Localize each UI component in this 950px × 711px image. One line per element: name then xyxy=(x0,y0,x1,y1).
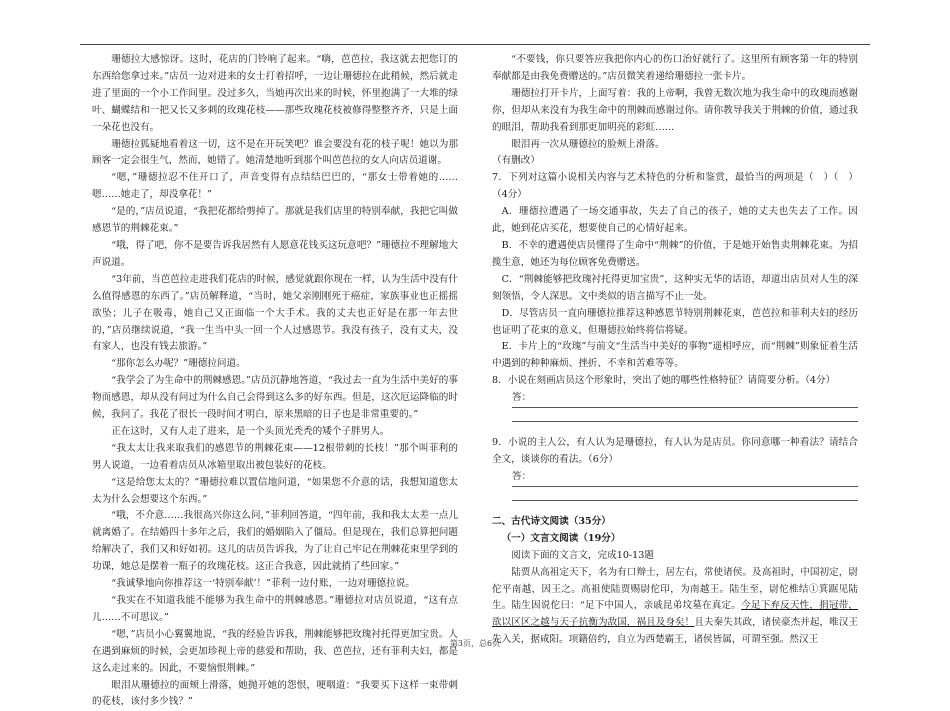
story-left-column xyxy=(92,52,458,711)
option-d: D．尽管店员一直向珊德拉推荐这种感恩节特别荆棘花束，芭芭拉和菲利夫妇的经历也证明了花束的意义，但珊德拉始终将信将疑。 xyxy=(492,307,858,336)
story-paragraph: “我太太让我来取我们的感恩节的荆棘花束——12根带刺的长枝！”那个叫菲利的男人说道，一边看着店员从冰箱里取出被包装好的花枝。 xyxy=(92,442,458,471)
story-paragraph: “哦，得了吧，你不是要告诉我居然有人愿意花钱买这玩意吧？”珊德拉不理解地大声说道。 xyxy=(92,239,458,268)
source-note: （有删改） xyxy=(492,155,540,167)
story-paragraph: 珊德拉打开卡片，上面写着：我的上帝啊，我曾无数次地为我生命中的玫瑰而感谢你，但却从来没有为我生命中的荆棘而感谢过你。请你教导我关于荆棘的价值，通过我的眼泪，帮助我看到那更加明亮的彩虹…… xyxy=(492,87,858,133)
answer-line[interactable] xyxy=(512,421,858,422)
questions-right-column xyxy=(492,52,858,649)
story-paragraph: “我学会了为生命中的荆棘感恩。”店员沉静地答道，“我过去一直为生活中美好的事物而感恩，却从没有问过为什么自己会得到这么多的好东西。但是，这次厄运降临的时候，我问了。我花了很长一段时间才明白，原来黑暗的日子也是非常重要的。” xyxy=(92,375,458,421)
option-e: E．卡片上的“玫瑰”与前文“生活当中美好的事物”遥相呼应，而“荆棘”则象征着生活中遇到的种种麻烦、挫折、不幸和苦难等等。 xyxy=(492,341,858,370)
classical-text-part: 且夫秦失其政，诸侯豪杰并起，唯汉王先入关，据咸阳。项籍倍约，自立为西楚霸王，诸侯皆属，可谓至强。然汉王 xyxy=(492,617,859,646)
underlined-sentence: 今足下弃反天性，捐冠带，欲以区区之越与天子抗衡为敌国，祸且及身矣！ xyxy=(492,600,859,629)
story-paragraph: 珊德拉狐疑地看着这一切，这不是在开玩笑吧？谁会要没有花的枝子呢！她以为那顾客一定会很生气，然而，她错了。她清楚地听到那个叫芭芭拉的女人向店员道谢。 xyxy=(92,138,458,167)
option-b: B．不幸的遭遇使店员懂得了生命中“荆棘”的价值，于是她开始售卖荆棘花束。为招揽生意，她还为每位顾客免费赠送。 xyxy=(492,239,858,268)
question-7: 7．下列对这篇小说相关内容与艺术特色的分析和鉴赏，最恰当的两项是（ ）（ ）（4分） xyxy=(492,172,858,201)
story-paragraph: “我诚挚地向你推荐这一‘特别奉献’！”菲利一边付账，一边对珊德拉说。 xyxy=(111,578,415,590)
story-paragraph: 珊德拉大感惊讶。这时，花店的门铃响了起来。“嗨，芭芭拉，我这就去把您订的东西给您拿过来。”店员一边对进来的女士打着招呼，一边让珊德拉在此稍候，然后就走进了里面的一个小工作间里。没过多久，当她再次出来的时候，怀里抱满了一大堆的绿叶、蝴蝶结和一把又长又多刺的玫瑰花枝——那些玫瑰花枝被修得整整齐齐，只是上面一朵花也没有。 xyxy=(92,54,458,133)
story-paragraph: “不要钱，你只要答应我把你内心的伤口治好就行了。这里所有顾客第一年的特别奉献都是由我免费赠送的。”店员微笑着递给珊德拉一张卡片。 xyxy=(492,54,858,82)
classical-text-part: 陆贾从高祖定天下，名为有口辩士，居左右，常使诸侯。及高祖时，中国初定，尉佗平南越，因王之。高祖使陆贾赐尉佗印，为南越王。陆生至，尉佗椎结①箕踞见陆生。陆生因说佗曰：“足下中国人，亲戚昆弟坟墓在真定。 xyxy=(492,566,858,612)
story-paragraph: “那你怎么办呢？”珊德拉问道。 xyxy=(111,358,246,370)
option-a: A．珊德拉遭遇了一场交通事故，失去了自己的孩子，她的丈夫也失去了工作。因此，她到花店买花，想要使自己的心情好起来。 xyxy=(492,206,858,235)
answer-line[interactable] xyxy=(512,500,858,501)
story-paragraph: “哦，不介意……我很高兴你这么问，”菲利回答道，“四年前，我和我太太差一点儿就离婚了。在结婚四十多年之后，我们的婚姻陷入了僵局。但是现在，我们总算把问题给解决了，我们又和好如初。这儿的店员告诉我，为了让自己牢记在荆棘花束里学到的功课，她总是摆着一瓶子的玫瑰花枝。这正合我意，因此就捎了些回家。” xyxy=(92,510,458,573)
instruction: 阅读下面的文言文，完成10-13题 xyxy=(511,549,654,561)
answer-label: 答： xyxy=(512,392,532,404)
story-paragraph: “嗯，”店员小心翼翼地说，“我的经验告诉我，荆棘能够把玫瑰衬托得更加宝贵。人在遇到麻烦的时候，会更加珍视上帝的慈爱和帮助，我、芭芭拉，还有菲利夫妇，都是这么走过来的。因此，不要恼恨荆棘。” xyxy=(92,628,458,674)
story-paragraph: 眼泪再一次从珊德拉的脸颊上滑落。 xyxy=(511,138,665,150)
story-paragraph: 眼泪从珊德拉的面颊上滑落，她抛开她的怨恨，哽咽道：“我要买下这样一束带刺的花枝，该付多少钱？” xyxy=(92,679,458,708)
section-heading: 二、古代诗文阅读（35分） xyxy=(492,515,611,527)
story-paragraph: “是的，”店员说道，“我把花都给剪掉了。那就是我们店里的特别奉献，我把它叫做感恩节的荆棘花束。” xyxy=(92,206,458,235)
question-9: 9．小说的主人公，有人认为是珊德拉，有人认为是店员。你同意哪一种看法？请结合全文，谈谈你的看法。（6分） xyxy=(492,437,858,466)
header-rule xyxy=(80,44,870,45)
option-c: C．“荆棘能够把玫瑰衬托得更加宝贵”，这种实无华的话语，却道出店员对人生的深刻领悟，令人深思。文中类似的语言描写不止一处。 xyxy=(492,273,858,302)
page-footer: 第3页，总6页 xyxy=(449,639,501,648)
story-paragraph: 正在这时，又有人走了进来，是一个头顶光秃秃的矮个子胖男人。 xyxy=(111,425,390,437)
story-paragraph: “3年前，当芭芭拉走进我们花店的时候，感觉就跟你现在一样，认为生活中没有什么值得感恩的东西了。”店员解释道，“当时，她父亲刚刚死于癌症，家族事业也正摇摇欲坠；儿子在吸毒，她自己又正面临一个大手术。我的丈夫也正好是在那一年去世的，”店员继续说道，“我一生当中头一回一个人过感恩节。我没有孩子，没有丈夫，没有家人，也没有钱去旅游。” xyxy=(92,273,458,353)
question-8: 8．小说在刻画店员这个形象时，突出了她的哪些性格特征？请简要分析。（4分） xyxy=(492,375,836,387)
answer-line[interactable] xyxy=(512,486,858,487)
classical-text xyxy=(492,565,858,650)
answer-label: 答： xyxy=(512,470,532,482)
story-paragraph: “这是给您太太的？”珊德拉难以置信地问道，“如果您不介意的话，我想知道您太太为什么会想要这个东西。” xyxy=(92,476,458,505)
story-paragraph: “我实在不知道我能不能够为我生命中的荆棘感恩。”珊德拉对店员说道，“这有点儿……不可思议。” xyxy=(92,595,458,623)
subsection-heading: （一）文言文阅读（19分） xyxy=(501,532,621,544)
answer-line[interactable] xyxy=(512,407,858,408)
story-paragraph: “嗯，”珊德拉忍不住开口了，声音变得有点结结巴巴的，“那女士带着她的……嗯……她走了，却没拿花！” xyxy=(92,172,458,201)
